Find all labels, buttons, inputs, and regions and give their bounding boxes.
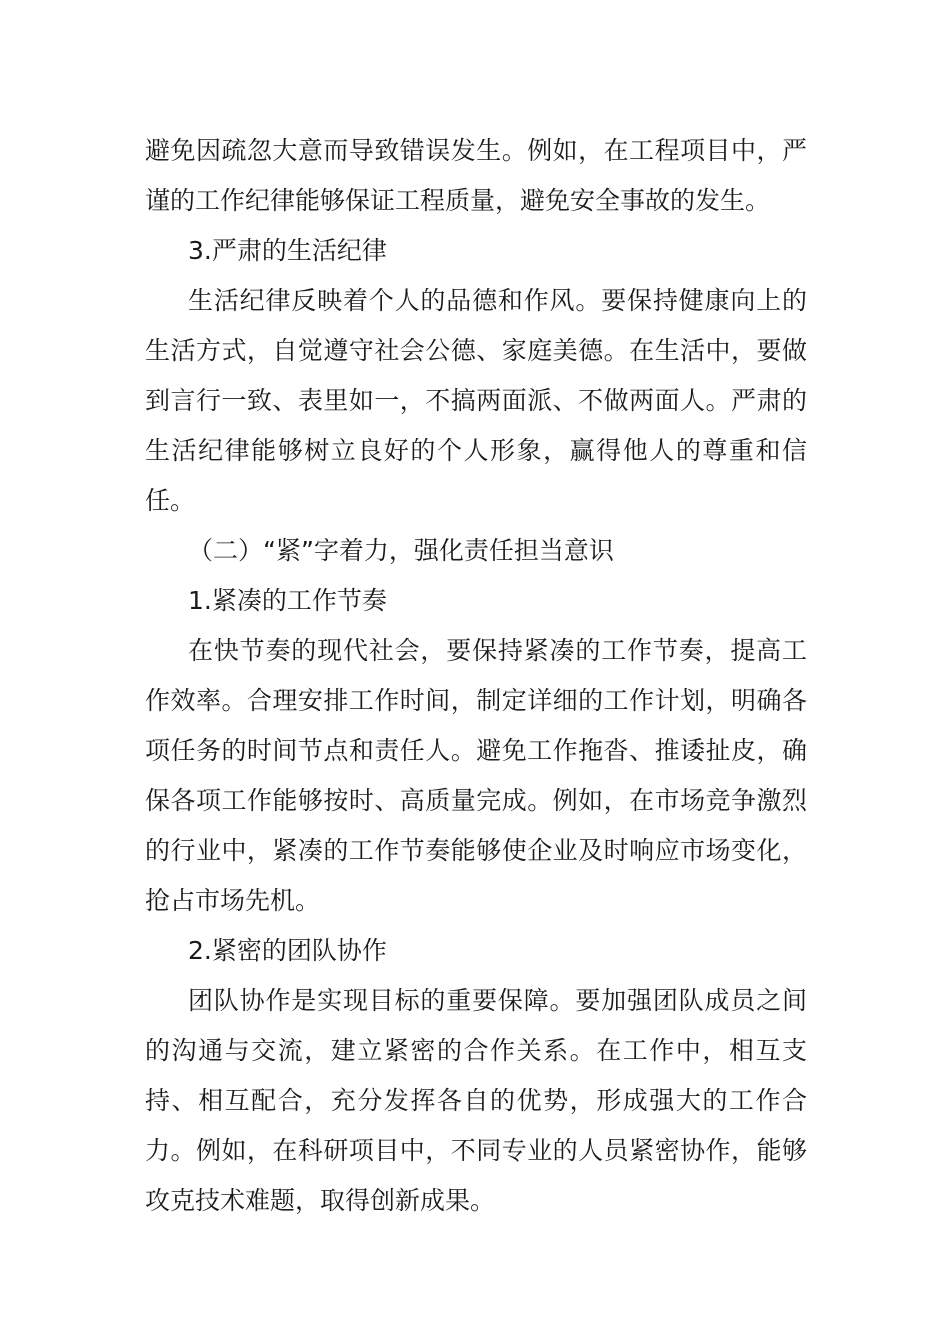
document-body bbox=[145, 126, 807, 1226]
body-paragraph: 团队协作是实现目标的重要保障。要加强团队成员之间的沟通与交流，建立紧密的合作关系。在工作中，相互支持、相互配合，充分发挥各自的优势，形成强大的工作合力。例如，在科研项目中，不同专业的人员紧密协作，能够攻克技术难题，取得创新成果。 bbox=[145, 986, 807, 1215]
subheading: 3.严肃的生活纪律 bbox=[188, 236, 387, 265]
body-paragraph: 在快节奏的现代社会，要保持紧凑的工作节奏，提高工作效率。合理安排工作时间，制定详细的工作计划，明确各项任务的时间节点和责任人。避免工作拖沓、推诿扯皮，确保各项工作能够按时、高质量完成。例如，在市场竞争激烈的行业中，紧凑的工作节奏能够使企业及时响应市场变化，抢占市场先机。 bbox=[145, 636, 807, 915]
body-paragraph: 避免因疏忽大意而导致错误发生。例如，在工程项目中，严谨的工作纪律能够保证工程质量，避免安全事故的发生。 bbox=[145, 136, 807, 215]
section-heading: （二）“紧”字着力，强化责任担当意识 bbox=[188, 536, 614, 565]
body-paragraph: 生活纪律反映着个人的品德和作风。要保持健康向上的生活方式，自觉遵守社会公德、家庭美德。在生活中，要做到言行一致、表里如一，不搞两面派、不做两面人。严肃的生活纪律能够树立良好的个人形象，赢得他人的尊重和信任。 bbox=[145, 286, 807, 515]
subheading: 2.紧密的团队协作 bbox=[188, 936, 387, 965]
subheading: 1.紧凑的工作节奏 bbox=[188, 586, 387, 615]
